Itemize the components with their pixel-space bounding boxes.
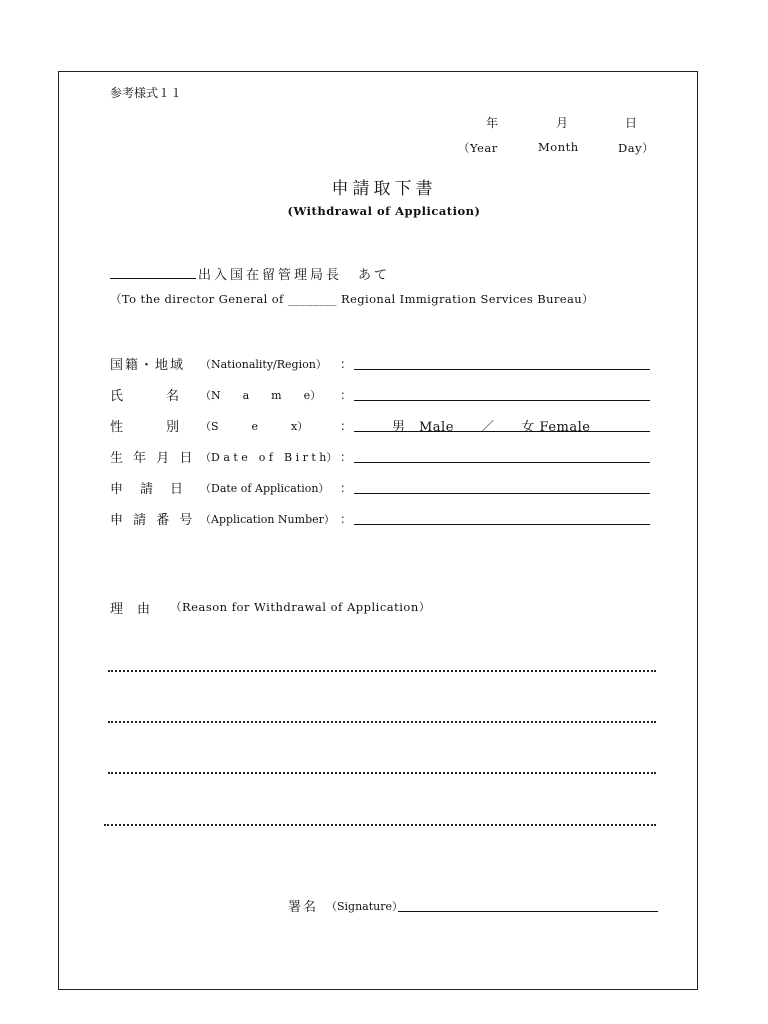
field-colon: ： — [340, 419, 353, 433]
date-month-en: Month — [538, 140, 579, 154]
reason-line-1[interactable] — [108, 670, 656, 672]
field-colon: ： — [340, 512, 353, 526]
field-colon: ： — [340, 450, 353, 464]
nationality-input-line[interactable] — [354, 369, 650, 370]
reason-line-4[interactable] — [104, 824, 656, 826]
signature-label-en: （Signature） — [326, 900, 404, 913]
field-label-jp: 生 年 月 日 — [110, 451, 196, 466]
field-label-en: （N a m e） — [200, 389, 322, 402]
field-label-jp: 申 請 日 — [110, 482, 186, 497]
form-subtitle: (Withdrawal of Application) — [287, 204, 481, 218]
sex-input-line — [354, 431, 650, 432]
field-label-en: （S e x） — [200, 420, 309, 433]
application-number-input-line[interactable] — [354, 524, 650, 525]
signature-label-jp: 署名 — [288, 900, 319, 915]
date-day-en: Day） — [618, 141, 655, 155]
field-label-en: （Date of Application） — [200, 482, 330, 495]
sex-options[interactable]: 男 Male ／ 女 Female — [392, 420, 591, 435]
field-label-en: （Application Number） — [200, 513, 335, 526]
date-month-label: 月 — [556, 116, 569, 130]
field-label-jp: 性 別 — [110, 420, 181, 435]
form-title: 申請取下書 — [331, 179, 437, 199]
date-day-label: 日 — [625, 116, 638, 130]
reason-label-en: （Reason for Withdrawal of Application） — [170, 600, 431, 614]
field-label-en: （Nationality/Region） — [200, 358, 327, 371]
reason-line-3[interactable] — [108, 772, 656, 774]
date-year-en: （Year — [458, 141, 498, 155]
birth-date-input-line[interactable] — [354, 462, 650, 463]
bureau-name-blank[interactable] — [110, 278, 196, 279]
addressee-en: （To the director General of ________ Regional Immigration Services Bureau） — [110, 292, 594, 306]
field-colon: ： — [340, 481, 353, 495]
reason-line-2[interactable] — [108, 721, 656, 723]
signature-input-line[interactable] — [398, 911, 658, 912]
addressee-jp: 出入国在留管理局長 あて — [198, 268, 391, 283]
date-year-label: 年 — [486, 116, 499, 130]
reason-label-jp: 理由 — [110, 602, 165, 617]
field-colon: ： — [340, 357, 353, 371]
application-date-input-line[interactable] — [354, 493, 650, 494]
form-reference: 参考様式１１ — [110, 86, 183, 100]
field-label-jp: 国籍・地域 — [110, 358, 186, 373]
field-label-jp: 氏 名 — [110, 389, 181, 404]
field-label-jp: 申 請 番 号 — [110, 513, 196, 528]
field-colon: ： — [340, 388, 353, 402]
field-label-en: （D a t e o f B i r t h） — [200, 451, 338, 464]
name-input-line[interactable] — [354, 400, 650, 401]
